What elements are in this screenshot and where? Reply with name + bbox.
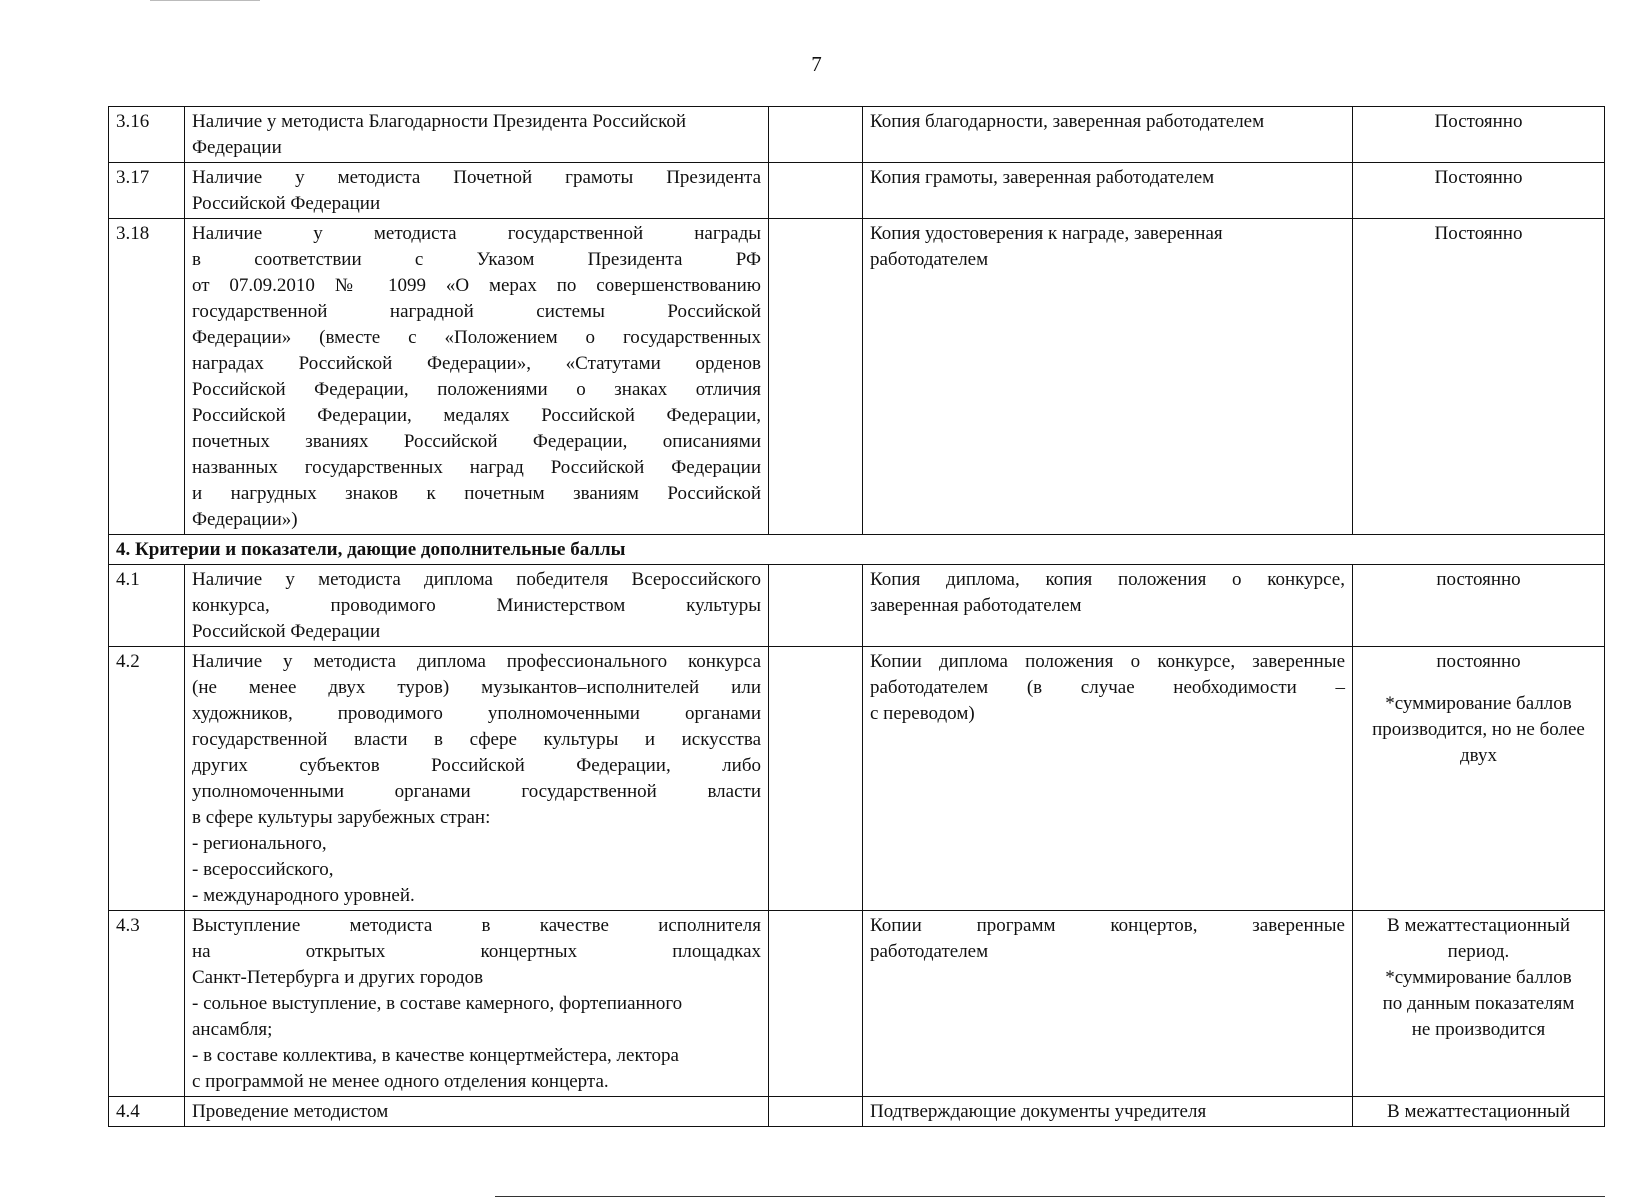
validity-period (1353, 911, 1605, 1097)
description-line: и нагрудных знаков к почетным званиям Российской (192, 483, 761, 504)
description-line: государственной наградной системы Российской (192, 301, 761, 322)
table-row (109, 1097, 1605, 1127)
criterion-description (185, 107, 769, 163)
validity-period (1353, 163, 1605, 219)
scan-edge-line (150, 0, 260, 1)
description-line: Наличие у методиста государственной награды (192, 223, 761, 244)
table-row (109, 107, 1605, 163)
period-line: производится, но не более (1372, 719, 1585, 740)
period-line: Постоянно (1434, 111, 1523, 132)
document-line: Копия удостоверения к награде, заверенная (870, 223, 1223, 244)
description-line: Наличие у методиста Почетной грамоты Президента (192, 167, 761, 188)
document-line: с переводом) (870, 703, 975, 724)
row-number: 3.17 (109, 163, 185, 219)
description-line: Российской Федерации, положениями о знаках отличия (192, 379, 761, 400)
description-line: государственной власти в сфере культуры и искусства (192, 729, 761, 750)
description-line: Наличие у методиста Благодарности Президента Российской (192, 111, 686, 132)
row-number: 3.18 (109, 219, 185, 535)
period-line: период. (1447, 941, 1510, 962)
period-line: Постоянно (1434, 223, 1523, 244)
document-line: Копии диплома положения о конкурсе, заверенные (870, 651, 1345, 672)
period-line (1360, 675, 1597, 691)
description-line: (не менее двух туров) музыкантов–исполнителей или (192, 677, 761, 698)
period-line: двух (1460, 745, 1497, 766)
score-cell (769, 163, 863, 219)
document-line: заверенная работодателем (870, 595, 1082, 616)
score-cell (769, 1097, 863, 1127)
description-line: Санкт-Петербурга и других городов (192, 967, 484, 988)
table-row (109, 163, 1605, 219)
description-line: Проведение методистом (192, 1101, 389, 1122)
description-line: художников, проводимого уполномоченными органами (192, 703, 761, 724)
validity-period (1353, 1097, 1605, 1127)
description-line: наградах Российской Федерации», «Статутами орденов (192, 353, 761, 374)
validity-period (1353, 647, 1605, 911)
confirming-documents (863, 565, 1353, 647)
period-line: постоянно (1436, 651, 1521, 672)
confirming-documents (863, 107, 1353, 163)
description-line: Наличие у методиста диплома профессионального конкурса (192, 651, 761, 672)
document-line: работодателем (870, 249, 989, 270)
confirming-documents (863, 1097, 1353, 1127)
period-line: В межаттестационный (1387, 915, 1570, 936)
criterion-description (185, 565, 769, 647)
description-line: в соответствии с Указом Президента РФ (192, 249, 761, 270)
document-line: Копия диплома, копия положения о конкурсе, (870, 569, 1345, 590)
description-line: почетных званиях Российской Федерации, описаниями (192, 431, 761, 452)
section-title: 4. Критерии и показатели, дающие дополнительные баллы (109, 535, 1605, 565)
description-line: Федерации (192, 137, 282, 158)
description-line: - международного уровней. (192, 885, 415, 906)
score-cell (769, 107, 863, 163)
document-line: работодателем (870, 941, 989, 962)
description-line: названных государственных наград Российской Федерации (192, 457, 761, 478)
row-number: 3.16 (109, 107, 185, 163)
document-line: Подтверждающие документы учредителя (870, 1101, 1207, 1122)
criteria-table (108, 106, 1605, 1127)
confirming-documents (863, 219, 1353, 535)
table-row (109, 219, 1605, 535)
section-row (109, 535, 1605, 565)
period-line: *суммирование баллов (1385, 967, 1572, 988)
period-line: не производится (1411, 1019, 1546, 1040)
description-line: Наличие у методиста диплома победителя Всероссийского (192, 569, 761, 590)
period-line: по данным показателям (1382, 993, 1575, 1014)
period-line: Постоянно (1434, 167, 1523, 188)
description-line: Федерации») (192, 509, 298, 530)
validity-period (1353, 219, 1605, 535)
row-number: 4.2 (109, 647, 185, 911)
description-line: уполномоченными органами государственной власти (192, 781, 761, 802)
period-line: *суммирование баллов (1385, 693, 1572, 714)
criterion-description (185, 1097, 769, 1127)
document-line: Копия грамоты, заверенная работодателем (870, 167, 1215, 188)
description-line: от 07.09.2010 № 1099 «О мерах по совершенствованию (192, 275, 761, 296)
page-bottom-rule (495, 1196, 1605, 1197)
criterion-description (185, 911, 769, 1097)
description-line: на открытых концертных площадках (192, 941, 761, 962)
confirming-documents (863, 647, 1353, 911)
description-line: Федерации» (вместе с «Положением о государственных (192, 327, 761, 348)
confirming-documents (863, 911, 1353, 1097)
document-line: работодателем (в случае необходимости – (870, 677, 1345, 698)
description-line: Российской Федерации, медалях Российской Федерации, (192, 405, 761, 426)
description-line: - всероссийского, (192, 859, 334, 880)
score-cell (769, 911, 863, 1097)
description-line: Выступление методиста в качестве исполнителя (192, 915, 761, 936)
validity-period (1353, 565, 1605, 647)
table-row (109, 647, 1605, 911)
description-line: Российской Федерации (192, 621, 381, 642)
score-cell (769, 219, 863, 535)
row-number: 4.1 (109, 565, 185, 647)
description-line: конкурса, проводимого Министерством культуры (192, 595, 761, 616)
description-line: - сольное выступление, в составе камерного, фортепианного (192, 993, 683, 1014)
description-line: - в составе коллектива, в качестве концертмейстера, лектора (192, 1045, 679, 1066)
description-line: в сфере культуры зарубежных стран: (192, 807, 491, 828)
score-cell (769, 647, 863, 911)
table-row (109, 565, 1605, 647)
description-line: с программой не менее одного отделения концерта. (192, 1071, 609, 1092)
period-line: В межаттестационный (1387, 1101, 1570, 1122)
description-line: - регионального, (192, 833, 327, 854)
period-line: постоянно (1436, 569, 1521, 590)
page-number: 7 (811, 52, 822, 76)
criterion-description (185, 647, 769, 911)
validity-period (1353, 107, 1605, 163)
table-row (109, 911, 1605, 1097)
description-line: других субъектов Российской Федерации, либо (192, 755, 761, 776)
document-line: Копии программ концертов, заверенные (870, 915, 1345, 936)
description-line: ансамбля; (192, 1019, 273, 1040)
row-number: 4.3 (109, 911, 185, 1097)
criterion-description (185, 219, 769, 535)
confirming-documents (863, 163, 1353, 219)
description-line: Российской Федерации (192, 193, 381, 214)
score-cell (769, 565, 863, 647)
criterion-description (185, 163, 769, 219)
row-number: 4.4 (109, 1097, 185, 1127)
document-line: Копия благодарности, заверенная работодателем (870, 111, 1265, 132)
